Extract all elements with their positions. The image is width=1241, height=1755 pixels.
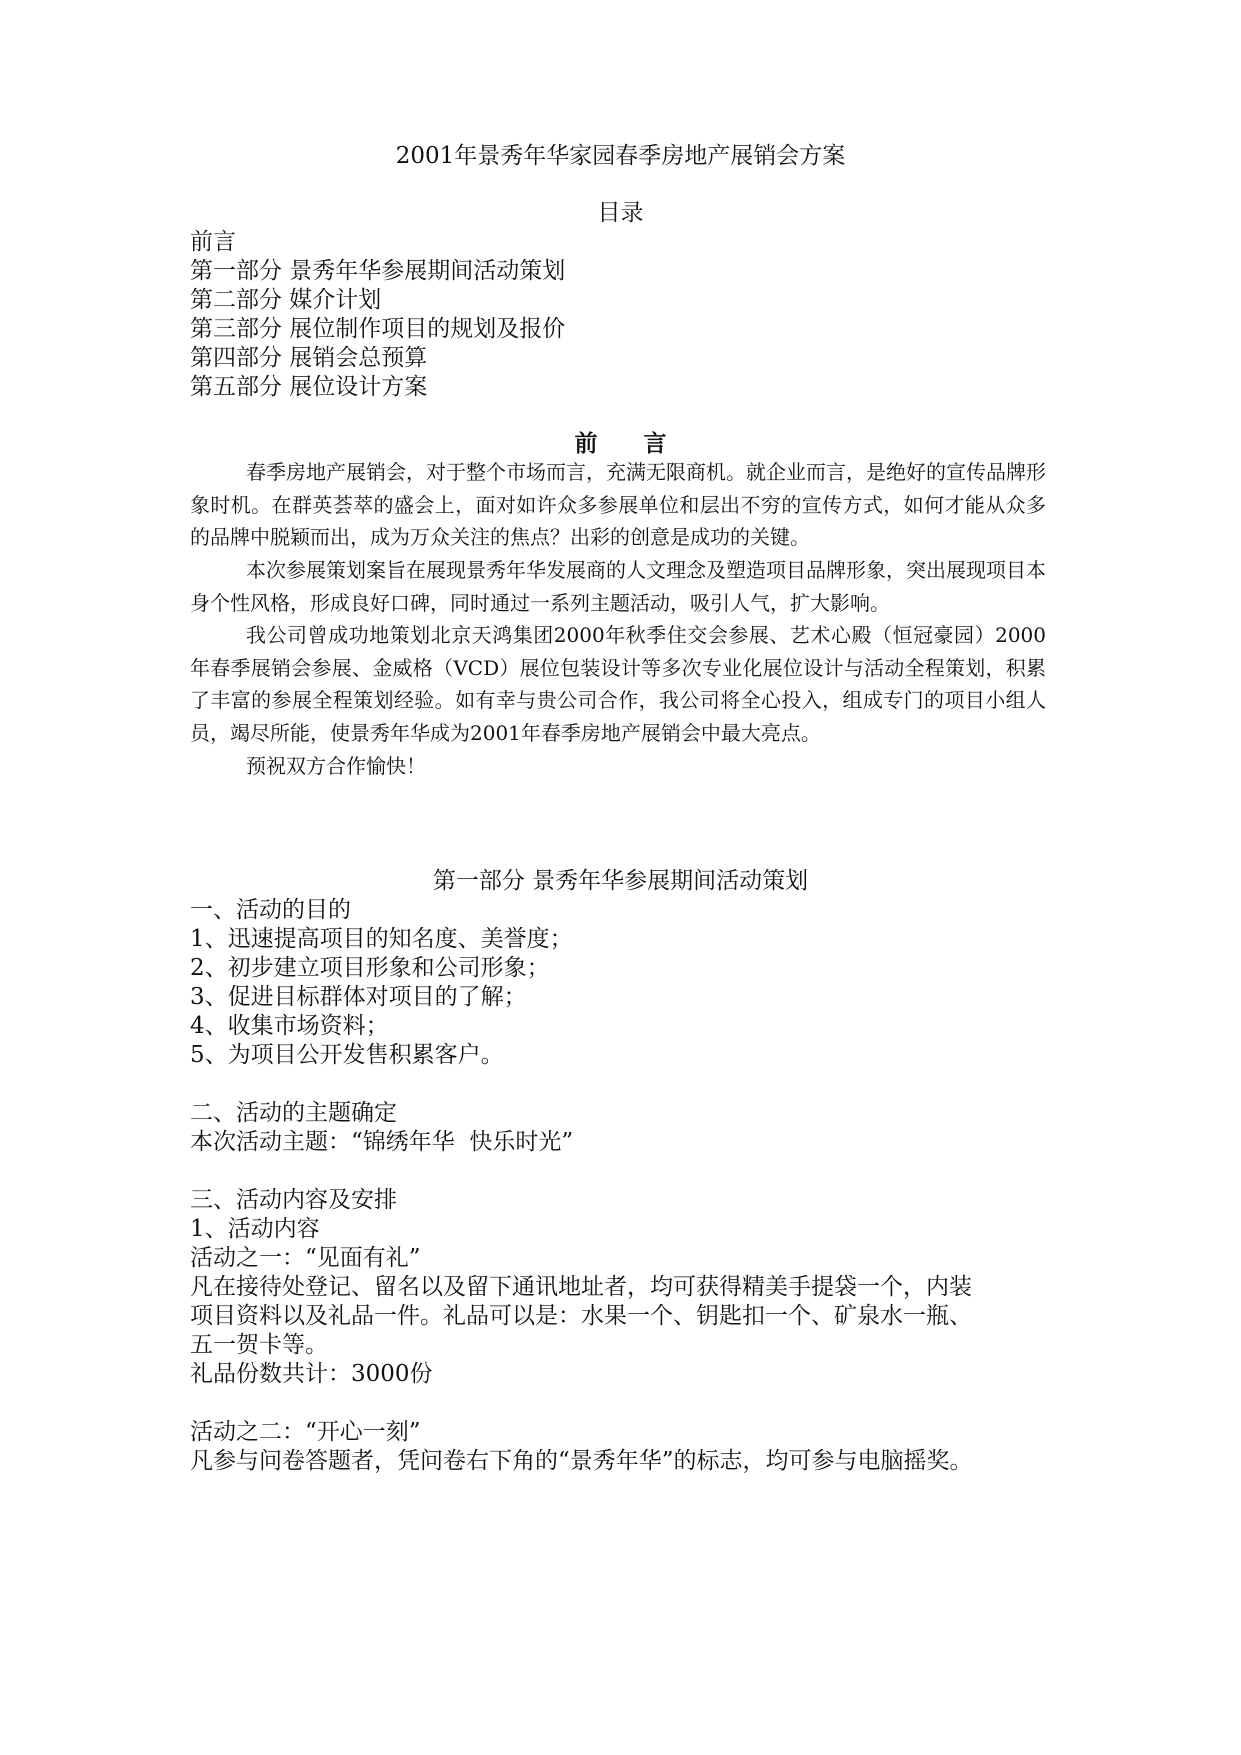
activity1-line-3: 五一贺卡等。	[190, 1332, 328, 1358]
activity1-title: 活动之一：“见面有礼”	[190, 1245, 421, 1271]
objective-item-5: 5、为项目公开发售积累客户。	[190, 1042, 504, 1068]
section3-title: 三、活动内容及安排	[190, 1187, 397, 1213]
activity1-line-1: 凡在接待处登记、留名以及留下通讯地址者，均可获得精美手提袋一个，内装	[190, 1274, 972, 1300]
toc-title: 目录	[597, 200, 644, 226]
activity1-gift-count: 礼品份数共计：3000份	[190, 1361, 433, 1387]
part1-title: 第一部分 景秀年华参展期间活动策划	[432, 868, 809, 894]
activity1-line-2: 项目资料以及礼品一件。礼品可以是：水果一个、钥匙扣一个、矿泉水一瓶、	[190, 1303, 972, 1329]
objective-item-4: 4、收集市场资料；	[190, 1013, 389, 1039]
objective-item-3: 3、促进目标群体对项目的了解；	[190, 984, 527, 1010]
preface-paragraph-2: 本次参展策划案旨在展现景秀年华发展商的人文理念及塑造项目品牌形象，突出展现项目本身个性风格，形成良好口碑，同时通过一系列主题活动，吸引人气，扩大影响。	[190, 558, 1046, 615]
section3-subtitle: 1、活动内容	[190, 1216, 320, 1242]
objective-item-2: 2、初步建立项目形象和公司形象；	[190, 955, 550, 981]
preface-paragraph-1: 春季房地产展销会，对于整个市场而言，充满无限商机。就企业而言，是绝好的宣传品牌形象时机。在群英荟萃的盛会上，面对如许众多参展单位和层出不穷的宣传方式，如何才能从众多的品牌中脱颖而出，成为万众关注的焦点？出彩的创意是成功的关键。	[190, 460, 1046, 549]
section2-title: 二、活动的主题确定	[190, 1100, 397, 1126]
toc-item-part5: 第五部分 展位设计方案	[190, 374, 428, 400]
toc-item-preface: 前言	[190, 229, 236, 255]
preface-heading: 前言	[574, 430, 713, 457]
activity2-title: 活动之二：“开心一刻”	[190, 1419, 421, 1445]
toc-item-part4: 第四部分 展销会总预算	[190, 345, 428, 371]
theme-text: 本次活动主题：“锦绣年华 快乐时光”	[190, 1129, 574, 1155]
document-title: 2001年景秀年华家园春季房地产展销会方案	[395, 143, 846, 169]
toc-item-part1: 第一部分 景秀年华参展期间活动策划	[190, 258, 566, 284]
preface-paragraph-4: 预祝双方合作愉快！	[246, 754, 426, 778]
toc-item-part2: 第二部分 媒介计划	[190, 287, 382, 313]
activity2-text: 凡参与问卷答题者，凭问卷右下角的“景秀年华”的标志，均可参与电脑摇奖。	[190, 1448, 973, 1474]
objective-item-1: 1、迅速提高项目的知名度、美誉度；	[190, 926, 573, 952]
section1-title: 一、活动的目的	[190, 897, 351, 923]
toc-item-part3: 第三部分 展位制作项目的规划及报价	[190, 316, 566, 342]
preface-paragraph-3: 我公司曾成功地策划北京天鸿集团2000年秋季住交会参展、艺术心殿（恒冠豪园）2000年春季展销会参展、金威格（VCD）展位包装设计等多次专业化展位设计与活动全程策划，积累了丰富的参展全程策划经验。如有幸与贵公司合作，我公司将全心投入，组成专门的项目小组人员，竭尽所能，使景秀年华成为2001年春季房地产展销会中最大亮点。	[190, 623, 1046, 745]
